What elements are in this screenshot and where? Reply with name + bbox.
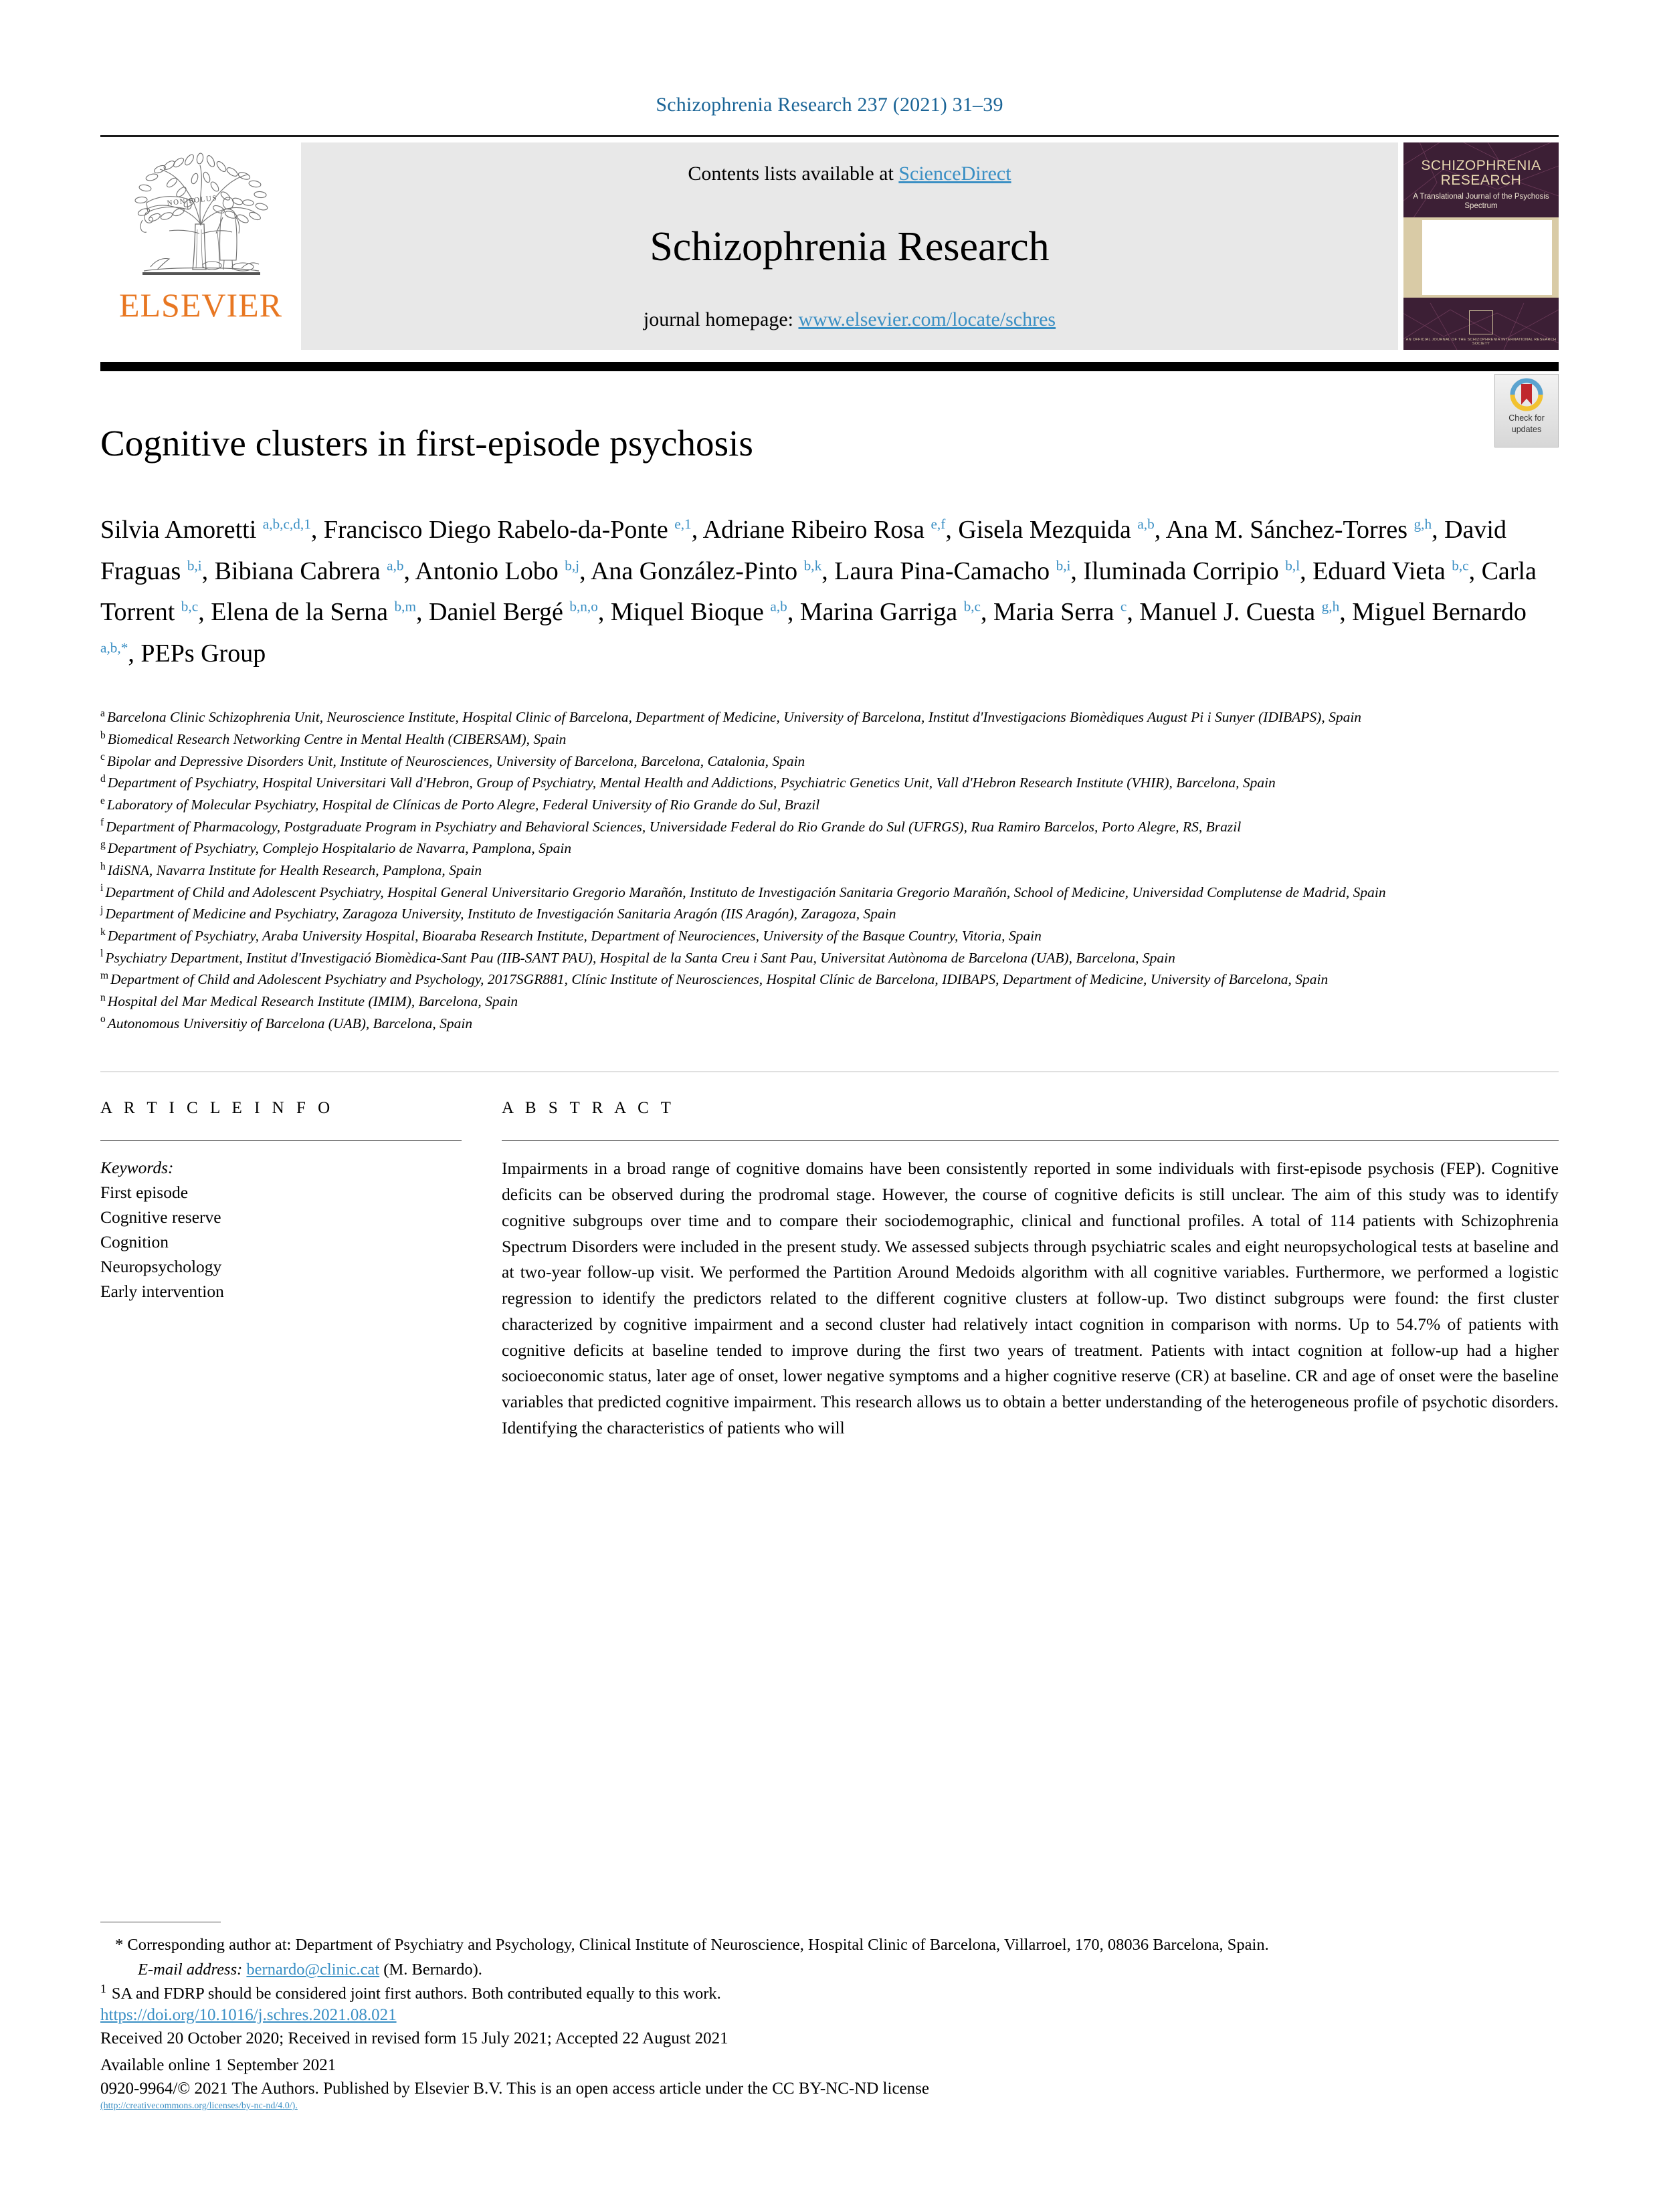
abstract-text: Impairments in a broad range of cognitive domains have been consistently reported in some individuals with first-episode psychosis (FEP). Cognitive deficits can be observed during the prodromal stage. However, the course of cognitive deficits is still unclear. The aim of this study was to identify cognitive subgroups over time and to compare their sociodemographic, clinical and functional profiles. A total of 114 patients with Schizophrenia Spectrum Disorders were included in the present study. We assessed subjects through psychiatric scales and eight neuropsychological tests at baseline and at two-year follow-up visit. We performed the Partition Around Medoids algorithm with all cognitive variables. Furthermore, we performed a logistic regression to identify the predictors related to the different cognitive clusters at follow-up. Two distinct subgroups were found: the first cluster characterized by cognitive impairment and a second cluster had relatively intact cognition in comparison with norms. Up to 54.7% of patients with cognitive deficits at baseline tended to improve during the first two years of treatment. Patients with intact cognition at follow-up had a higher socioeconomic status, later age of onset, lower negative symptoms and a higher cognitive reserve (CR) at baseline. CR and age of onset were the baseline variables that predicted cognitive impairment. This research allows us to obtain a better understanding of the heterogeneous profile of psychotic disorders. Identifying the characteristics of patients who will [502, 1159, 1559, 1437]
license-link[interactable]: (http://creativecommons.org/licenses/by-nc-nd/4.0/). [100, 2101, 298, 2111]
cover-subtitle: A Translational Journal of the Psychosis Spectrum [1413, 193, 1549, 211]
affiliation-text: Bipolar and Depressive Disorders Unit, Institute of Neurosciences, University of Barcelona, Barcelona, Catalonia, Spain [106, 752, 805, 769]
affiliation-mark: f [100, 817, 104, 829]
affiliation-text: Department of Pharmacology, Postgraduate Program in Psychiatry and Behavioral Sciences, Universidade Federal do Rio Grande do Sul (UFRGS), Rua Ramiro Barcelos, Porto Alegre, RS, Brazil [106, 818, 1242, 835]
license-statement: 0920-9964/© 2021 The Authors. Published by Elsevier B.V. This is an open access article under the CC BY-NC-ND license [100, 2080, 929, 2098]
affiliation-item [100, 837, 1559, 860]
affiliation-item [100, 991, 1559, 1013]
keyword-item: Neuropsychology [100, 1257, 222, 1277]
affiliation-text: Department of Psychiatry, Hospital Universitari Vall d'Hebron, Group of Psychiatry, Mental Health and Addictions, Psychiatric Genetics Unit, Vall d'Hebron Research Institute (VHIR), Barcelona, Spain [107, 775, 1276, 791]
affiliation-item [100, 947, 1559, 969]
running-head: Schizophrenia Research 237 (2021) 31–39 [656, 94, 1003, 116]
cover-footer [1403, 310, 1559, 346]
affiliation-text: Department of Child and Adolescent Psychiatry, Hospital General Universitario Gregorio Marañón, Instituto de Investigación Sanitaria Gregorio Marañón, School of Medicine, Universidad Complutense de Madrid, Spain [105, 884, 1386, 900]
banner-top-rule [100, 135, 1559, 137]
cover-footer-text: AN OFFICIAL JOURNAL OF THE SCHIZOPHRENIA INTERNATIONAL RESEARCH SOCIETY [1405, 338, 1557, 346]
joint-first-author-note [100, 1982, 1559, 2006]
affiliation-mark: l [100, 948, 104, 960]
footnote-text: SA and FDRP should be considered joint first authors. Both contributed equally to this work. [111, 1985, 721, 2003]
sciencedirect-link[interactable]: ScienceDirect [898, 163, 1011, 185]
article-info-heading: A R T I C L E I N F O [100, 1099, 334, 1118]
affiliation-mark: i [100, 882, 104, 894]
keywords-label: Keywords: [100, 1158, 174, 1178]
keywords-block [100, 1156, 462, 1304]
email-suffix: (M. Bernardo). [383, 1960, 482, 1979]
journal-title: Schizophrenia Research [650, 223, 1050, 270]
journal-homepage-line [644, 308, 1056, 331]
footnote-mark: 1 [100, 1982, 106, 1996]
info-abstract-columns [100, 1099, 1559, 1441]
cover-white-panel [1422, 220, 1552, 295]
affiliation-text: Autonomous Universitiy of Barcelona (UAB), Barcelona, Spain [107, 1015, 473, 1031]
crossmark-badge[interactable] [1494, 374, 1559, 447]
email-link[interactable]: bernardo@clinic.cat [246, 1960, 380, 1979]
abstract-rule [502, 1140, 1559, 1141]
homepage-prefix: journal homepage: [643, 308, 799, 330]
affiliation-text: Department of Psychiatry, Araba University Hospital, Bioaraba Research Institute, Department of Neurociences, University of the Basque Country, Vitoria, Spain [107, 927, 1042, 944]
affiliation-item [100, 750, 1559, 773]
affiliation-item [100, 1013, 1559, 1035]
affiliation-item [100, 860, 1559, 882]
publication-history: Received 20 October 2020; Received in revised form 15 July 2021; Accepted 22 August 2021 [100, 2029, 728, 2047]
keyword-item: Cognitive reserve [100, 1207, 221, 1227]
affiliation-mark: d [100, 773, 106, 785]
contents-available-line [688, 163, 1011, 185]
crossmark-label-2: updates [1511, 425, 1542, 435]
affiliation-item [100, 969, 1559, 991]
corresponding-author-note: * Corresponding author at: Department of Psychiatry and Psychology, Clinical Institute of Neuroscience, Hospital Clinic of Barcelona, Villarroel, 170, 08036 Barcelona, Spain. [115, 1935, 1269, 1954]
affiliation-mark: k [100, 926, 106, 938]
affiliation-mark: h [100, 860, 106, 872]
journal-banner [100, 142, 1559, 350]
abstract-heading: A B S T R A C T [502, 1099, 675, 1118]
affiliation-text: IdiSNA, Navarra Institute for Health Research, Pamplona, Spain [107, 862, 482, 878]
affiliation-item [100, 925, 1559, 947]
affiliation-mark: o [100, 1013, 106, 1025]
article-info-rule [100, 1140, 462, 1141]
page-footer [100, 1922, 1559, 2112]
affiliation-item [100, 706, 1559, 728]
affiliation-text: Biomedical Research Networking Centre in Mental Health (CIBERSAM), Spain [107, 730, 567, 747]
crossmark-label-1: Check for [1508, 413, 1545, 423]
affiliation-mark: c [100, 751, 105, 763]
affiliation-text: Psychiatry Department, Institut d'Investigació Biomèdica-Sant Pau (IIB-SANT PAU), Hospital de la Santa Creu i Sant Pau, Universitat Autònoma de Barcelona (UAB), Barcelona, Spain [105, 949, 1175, 966]
affiliation-item [100, 903, 1559, 925]
author-list: Silvia Amoretti $^{a,b,c,d,1}$, Francisco Diego Rabelo-da-Ponte $^{e,1}$, Adriane Ribeiro Rosa $^{e,f}$, Gisela Mezquida $^{a,b}$, Ana M. Sánchez-Torres $^{g,h}$, David Fraguas $^{b,i}$, Bibiana Cabrera $^{a,b}$, Antonio Lobo $^{b,j}$, Ana González-Pinto $^{b,k}$, Laura Pina-Camacho $^{b,i}$, Iluminada Corripio $^{b,l}$, Eduard Vieta $^{b,c}$, Carla Torrent $^{b,c}$, Elena de la Serna $^{b,m}$, Daniel Bergé $^{b,n,o}$, Miquel Bioque $^{a,b}$, Marina Garriga $^{b,c}$, Maria Serra $^c$, Manuel J. Cuesta $^{g,h}$, Miguel Bernardo $^{a,b,*}$, PEPs Group [100, 516, 1537, 668]
affiliation-text: Department of Child and Adolescent Psychiatry and Psychology, 2017SGR881, Clínic Institute of Neurosciences, Hospital Clínic de Barcelona, IDIBAPS, Department of Medicine, University of Barcelona, Spain [110, 971, 1329, 988]
affiliation-mark: n [100, 991, 106, 1003]
affiliation-mark: g [100, 839, 106, 851]
abstract-column [502, 1099, 1559, 1441]
affiliation-mark: a [100, 708, 105, 720]
affiliation-item [100, 816, 1559, 838]
cover-elsevier-icon [1469, 310, 1493, 334]
article-info-column [100, 1099, 502, 1441]
cover-title [1403, 142, 1559, 188]
cover-image [1403, 142, 1559, 350]
email-note [100, 1958, 1559, 1982]
affiliation-item [100, 728, 1559, 750]
elsevier-wordmark: ELSEVIER [118, 286, 283, 324]
affiliation-mark: j [100, 904, 104, 916]
journal-homepage-link[interactable]: www.elsevier.com/locate/schres [798, 308, 1056, 330]
affiliation-item [100, 794, 1559, 816]
title-block [100, 413, 1559, 464]
contents-prefix: Contents lists available at [688, 163, 899, 185]
cover-title-line1: SCHIZOPHRENIA [1421, 158, 1541, 173]
email-label: E-mail address: [138, 1960, 243, 1979]
elsevier-tree-icon [130, 145, 271, 287]
cover-title-line2: RESEARCH [1440, 173, 1522, 189]
crossmark-icon [1507, 378, 1546, 411]
affiliation-text: Barcelona Clinic Schizophrenia Unit, Neuroscience Institute, Hospital Clinic of Barcelona, Department of Medicine, University of Barcelona, Institut d'Investigacions Biomèdiques August Pi i Sunyer (IDIBAPS), Spain [106, 709, 1362, 726]
available-online: Available online 1 September 2021 [100, 2055, 336, 2074]
affiliation-list [100, 706, 1559, 1034]
affiliation-text: Hospital del Mar Medical Research Institute (IMIM), Barcelona, Spain [107, 993, 518, 1009]
banner-bottom-rule [100, 362, 1559, 371]
publisher-logo [100, 142, 301, 350]
keyword-item: Early intervention [100, 1282, 224, 1302]
affiliation-item [100, 882, 1559, 904]
keyword-item: Cognition [100, 1232, 169, 1252]
journal-banner-center [301, 142, 1398, 350]
affiliation-mark: b [100, 729, 106, 741]
keyword-item: First episode [100, 1183, 189, 1203]
affiliation-text: Department of Psychiatry, Complejo Hospitalario de Navarra, Pamplona, Spain [107, 840, 572, 857]
non-solus-motto: NON SOLUS [167, 194, 218, 207]
affiliation-text: Laboratory of Molecular Psychiatry, Hospital de Clínicas de Porto Alegre, Federal University of Rio Grande do Sul, Brazil [106, 796, 820, 813]
page-title: Cognitive clusters in first-episode psychosis [100, 423, 754, 464]
affiliation-item [100, 772, 1559, 794]
doi-link[interactable]: https://doi.org/10.1016/j.schres.2021.08.021 [100, 2006, 397, 2024]
affiliation-text: Department of Medicine and Psychiatry, Zaragoza University, Instituto de Investigación Sanitaria Aragón (IIS Aragón), Zaragoza, Spain [105, 906, 896, 922]
journal-cover-thumbnail [1398, 142, 1559, 350]
affiliation-mark: m [100, 970, 109, 982]
affiliation-mark: e [100, 795, 105, 807]
